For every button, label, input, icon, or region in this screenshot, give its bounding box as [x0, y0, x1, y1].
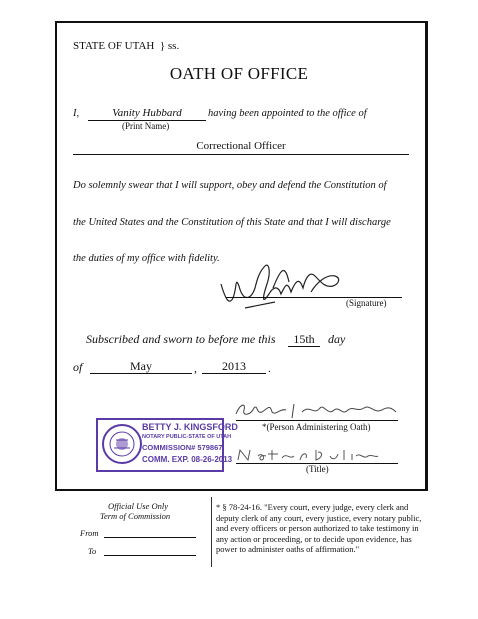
office-underline [73, 154, 409, 155]
to-label: To [88, 546, 97, 556]
oath-line: Do solemnly swear that I will support, obey and defend the Constitution of [73, 180, 387, 191]
title-caption: (Title) [306, 464, 329, 474]
notary-expiration: COMM. EXP. 08-26-2013 [142, 455, 233, 464]
statute-note: * § 78-24-16. "Every court, every judge, every clerk and deputy clerk of any court, every justice, every notary public, and every officers or person authorized to take testimony in any action or proceeding, or to decide upon evidence, has power to administer oaths of affirmation." [216, 502, 422, 554]
subscribed-text: Subscribed and sworn to before me this [86, 332, 276, 346]
date-period: . [268, 361, 271, 375]
state-line: STATE OF UTAH [73, 40, 155, 52]
notary-commission: COMMISSION# 579867 [142, 443, 223, 452]
bottom-divider [211, 497, 212, 567]
month-value: May [130, 359, 152, 373]
printed-name: Vanity Hubbard [112, 107, 182, 119]
date-comma: , [194, 361, 197, 375]
office-title: Correctional Officer [196, 140, 286, 152]
venue-mark: } ss. [159, 40, 180, 52]
notary-name: BETTY J. KINGSFORD [142, 422, 238, 432]
state-seal-icon [102, 424, 142, 464]
day-value: 15th [293, 332, 315, 346]
notary-state: NOTARY PUBLIC-STATE OF UTAH [142, 434, 232, 440]
state-heading [73, 40, 179, 52]
appointment-prefix: I, [73, 108, 80, 119]
print-name-caption: (Print Name) [122, 121, 170, 131]
oath-line: the United States and the Constitution of this State and that I will discharge [73, 217, 391, 228]
administrator-underline [236, 420, 398, 421]
official-use-heading: Official Use Only [108, 501, 168, 511]
officer-signature [215, 258, 345, 318]
from-field[interactable] [104, 537, 196, 538]
to-field[interactable] [104, 555, 196, 556]
of-word: of [73, 360, 83, 374]
term-heading: Term of Commission [100, 511, 171, 521]
notary-stamp [96, 418, 238, 472]
administrator-caption: *(Person Administering Oath) [262, 422, 371, 432]
form-title: OATH OF OFFICE [169, 64, 309, 83]
signature-caption: (Signature) [346, 298, 387, 308]
year-value: 2013 [222, 359, 246, 373]
from-label: From [80, 528, 99, 538]
day-word: day [328, 332, 346, 346]
appointment-suffix: having been appointed to the office of [208, 108, 367, 119]
oath-line: the duties of my office with fidelity. [73, 253, 220, 264]
